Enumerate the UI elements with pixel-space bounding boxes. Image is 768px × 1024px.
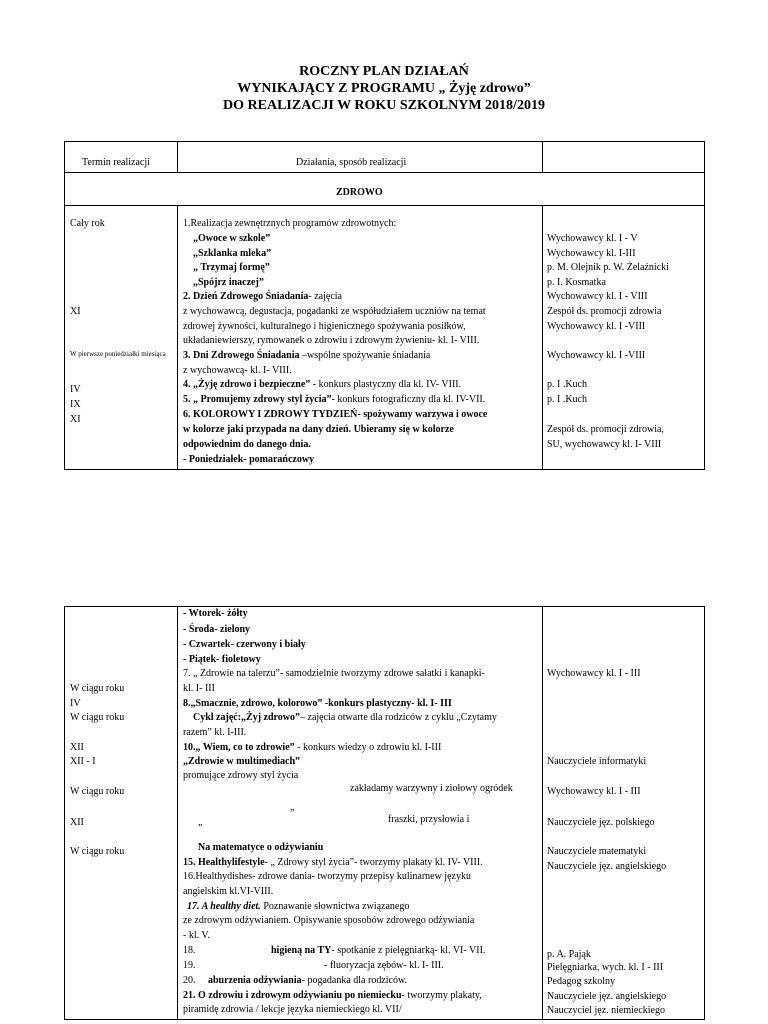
action-fragment: „ bbox=[198, 817, 203, 828]
term-cell: W ciągu roku bbox=[70, 683, 125, 694]
action-line: 8.„Smacznie, zdrowo, kolorowo” -konkurs plastyczny- kl. I- III bbox=[183, 698, 452, 709]
action-line: ze zdrowym odżywianiem. Opisywanie sposobów zdrowego odżywiania bbox=[183, 915, 475, 926]
section-title: ZDROWO bbox=[336, 187, 383, 198]
action-line: - Piątek- fioletowy bbox=[183, 654, 261, 665]
action-line: aburzenia odżywiania- pogadanka dla rodziców. bbox=[208, 975, 408, 986]
action-line: 5. „ Promujemy zdrowy styl życia”- konkurs fotograficzny dla kl. IV-VII. bbox=[183, 394, 486, 405]
action-line: 17. A healthy diet. Poznawanie słownictwa związanego bbox=[187, 901, 410, 912]
action-line: - fluoryzacja zębów- kl. I- III. bbox=[324, 960, 444, 971]
action-line: „Szklanka mleka” bbox=[193, 248, 272, 259]
responsible-cell: Wychowawcy kl. I -VIII bbox=[547, 350, 646, 361]
action-line: „Zdrowie w multimediach” bbox=[183, 756, 301, 767]
responsible-cell: Wychowawcy kl. I - VIII bbox=[547, 291, 648, 302]
responsible-cell: Nauczyciele jęz. angielskiego bbox=[547, 991, 667, 1002]
table-border-bottom bbox=[64, 469, 705, 470]
action-line: „Spójrz inaczej” bbox=[193, 277, 264, 288]
action-line: zdrowej żywności, kulturalnego i higienicznego spożywania posiłków, bbox=[183, 321, 466, 332]
responsible-cell: p. I. Kosmatka bbox=[547, 277, 606, 288]
action-fragment: ” bbox=[290, 808, 295, 819]
title-line-3: DO REALIZACJI W ROKU SZKOLNYM 2018/2019 bbox=[223, 98, 545, 113]
column-divider bbox=[542, 205, 543, 470]
action-line: 19. bbox=[183, 960, 196, 971]
term-cell: XII - I bbox=[70, 756, 96, 767]
responsible-cell: Wychowawcy kl. I - V bbox=[547, 233, 638, 244]
action-line: Cykl zajęć:„Żyj zdrowo”– zajęcia otwarte dla rodziców z cyklu „Czytamy bbox=[193, 712, 497, 723]
action-line: Na matematyce o odżywianiu bbox=[198, 842, 324, 853]
action-line: - Środa- zielony bbox=[183, 624, 251, 635]
responsible-cell: Pedagog szkolny bbox=[547, 976, 616, 987]
action-line: 18. bbox=[183, 945, 196, 956]
term-cell: W ciągu roku bbox=[70, 712, 125, 723]
action-line: 7. „ Zdrowie na talerzu”- samodzielnie tworzymy zdrowe sałatki i kanapki- bbox=[183, 668, 485, 679]
title-line-1: ROCZNY PLAN DZIAŁAŃ bbox=[299, 64, 469, 79]
action-line: „ Trzymaj formę” bbox=[193, 262, 270, 273]
responsible-cell: Wychowawcy kl. I -VIII bbox=[547, 321, 646, 332]
title-line-2: WYNIKAJĄCY Z PROGRAMU „ Żyję zdrowo” bbox=[237, 81, 531, 96]
action-line: - Czwartek- czerwony i biały bbox=[183, 639, 306, 650]
action-line: „Owoce w szkole” bbox=[193, 233, 271, 244]
term-cell: XII bbox=[70, 742, 84, 753]
responsible-cell: Nauczyciele jęz. polskiego bbox=[547, 817, 655, 828]
responsible-cell: Zespół ds. promocji zdrowia, bbox=[547, 424, 664, 435]
action-line: odpowiednim do danego dnia. bbox=[183, 439, 311, 450]
responsible-cell: p. A. Pająk bbox=[547, 949, 591, 960]
action-line: - Poniedziałek- pomarańczowy bbox=[183, 454, 315, 465]
column-divider bbox=[177, 606, 178, 1020]
action-line: w kolorze jaki przypada na dany dzień. Ubieramy się w kolorze bbox=[183, 424, 454, 435]
action-line: razem” kl. I-III. bbox=[183, 727, 247, 738]
term-cell: XI bbox=[70, 306, 81, 317]
term-cell: W pierwsze poniedziałki miesiąca bbox=[70, 350, 166, 358]
action-line: 2. Dzień Zdrowego Śniadania- zajęcia bbox=[183, 291, 342, 302]
action-line: - Wtorek- żółty bbox=[183, 608, 248, 619]
header-term: Termin realizacji bbox=[82, 157, 150, 168]
responsible-cell: Zespół ds. promocji zdrowia bbox=[547, 306, 662, 317]
term-cell: XI bbox=[70, 414, 81, 425]
action-line: angielskim kl.VI-VIII. bbox=[183, 886, 274, 897]
action-line: 1.Realizacja zewnętrznych programów zdrowotnych: bbox=[183, 218, 397, 229]
responsible-cell: Pielęgniarka, wych. kl. I - III bbox=[547, 962, 664, 973]
table-border-left bbox=[64, 141, 65, 470]
term-cell: IV bbox=[70, 384, 81, 395]
column-divider bbox=[177, 141, 178, 173]
term-cell: Cały rok bbox=[70, 218, 105, 229]
action-line: 10.„ Wiem, co to zdrowie” - konkurs wiedzy o zdrowiu kl. I-III bbox=[183, 742, 442, 753]
term-cell: XII bbox=[70, 817, 84, 828]
column-divider bbox=[177, 205, 178, 470]
responsible-cell: Nauczyciele matematyki bbox=[547, 846, 647, 857]
action-line: 15. Healthylifestyle- „ Zdrowy styl życia”- tworzymy plakaty kl. IV- VIII. bbox=[183, 857, 483, 868]
action-line: 21. O zdrowiu i zdrowym odżywianiu po niemiecku- tworzymy plakaty, bbox=[183, 990, 482, 1001]
term-cell: W ciągu roku bbox=[70, 846, 125, 857]
responsible-cell: p. I .Kuch bbox=[547, 394, 587, 405]
column-divider bbox=[542, 141, 543, 173]
column-divider bbox=[542, 606, 543, 1020]
responsible-cell: p. M. Olejnik p. W. Żelaźnicki bbox=[547, 262, 669, 273]
action-line: zakładamy warzywny i ziołowy ogródek bbox=[350, 783, 513, 794]
responsible-cell: Nauczyciele informatyki bbox=[547, 756, 647, 767]
table-border-right bbox=[704, 606, 705, 1020]
action-line: kl. I- III bbox=[183, 683, 215, 694]
header-actions: Działania, sposób realizacji bbox=[296, 157, 407, 168]
action-line: 4. „Żyję zdrowo i bezpieczne” - konkurs plastyczny dla kl. IV- VIII. bbox=[183, 379, 462, 390]
action-line: z wychowawcą, degustacja, pogadanki ze współudziałem uczniów na temat bbox=[183, 306, 486, 317]
term-cell: IX bbox=[70, 399, 81, 410]
action-line: fraszki, przysłowia i bbox=[388, 814, 470, 825]
action-line: układaniewierszy, rymowanek o zdrowiu i zdrowym żywieniu- kl. I- VIII. bbox=[183, 335, 480, 346]
action-line: z wychowawcą- kl. I- VIII. bbox=[183, 365, 292, 376]
responsible-cell: Wychowawcy kl. I - III bbox=[547, 786, 641, 797]
term-cell: IV bbox=[70, 698, 81, 709]
table-border-left bbox=[64, 606, 65, 1020]
action-line: 3. Dni Zdrowego Śniadania –wspólne spożywanie śniadania bbox=[183, 350, 431, 361]
action-line: 6. KOLOROWY I ZDROWY TYDZIEŃ- spożywamy warzywa i owoce bbox=[183, 409, 488, 420]
responsible-cell: p. I .Kuch bbox=[547, 379, 587, 390]
table-border-bottom bbox=[64, 1019, 705, 1020]
responsible-cell: Nauczyciel jęz. niemieckiego bbox=[547, 1005, 665, 1016]
action-line: piramidę zdrowia / lekcje języka niemieckiego kl. VII/ bbox=[183, 1004, 402, 1015]
action-line: promujące zdrowy styl życia bbox=[183, 770, 299, 781]
responsible-cell: Wychowawcy kl. I-III bbox=[547, 248, 636, 259]
responsible-cell: SU, wychowawcy kl. I- VIII bbox=[547, 439, 662, 450]
action-line: 16.Healthydishes- zdrowe dania- tworzymy przepisy kulinarnew języku bbox=[183, 871, 471, 882]
header-row-divider bbox=[64, 172, 705, 173]
action-line: - kl. V. bbox=[183, 930, 210, 941]
action-line: higieną na TY- spotkanie z pielęgniarką- kl. VI- VII. bbox=[271, 945, 486, 956]
table-border-top bbox=[64, 141, 705, 142]
table-border-right bbox=[704, 141, 705, 470]
action-line: 20. bbox=[183, 975, 196, 986]
term-cell: W ciągu roku bbox=[70, 786, 125, 797]
responsible-cell: Wychowawcy kl. I - III bbox=[547, 668, 641, 679]
responsible-cell: Nauczyciele jęz. angielskiego bbox=[547, 861, 667, 872]
table-border-top bbox=[64, 606, 705, 607]
section-row-divider bbox=[64, 205, 705, 206]
